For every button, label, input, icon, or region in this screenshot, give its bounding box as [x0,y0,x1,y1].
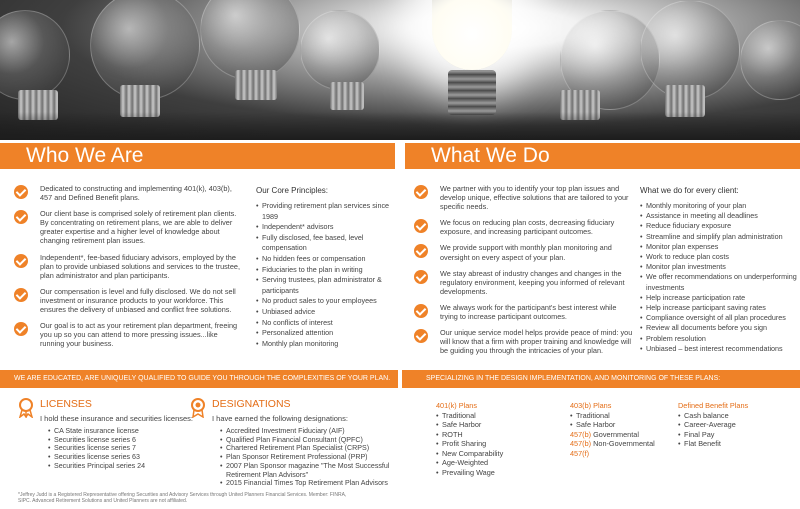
list-item: • No hidden fees or compensation [256,254,396,265]
licenses-intro: I hold these insurance and securities licenses: [40,414,194,423]
lit-bulb-base [448,70,496,115]
list-item: • Serving trustees, plan administrator & participants [256,275,396,296]
list-item: • Monitor plan investments [640,262,800,272]
plans-db-list [678,411,788,449]
designations-heading: DESIGNATIONS [212,398,291,410]
check-icon [14,254,28,268]
list-item: • Age-Weighted [436,458,556,468]
bulb-base [330,82,364,110]
item-text: Our client base is comprised solely of retirement plan clients. By concentrating on retirement plans, we are able to deliver greater expertise and a higher level of knowledge about changing retirement plan issues. [40,209,237,246]
lit-bulb-icon [432,0,512,70]
designations-intro: I have earned the following designations: [212,414,348,423]
licenses-heading: LICENSES [40,398,92,410]
client-services-list [640,201,800,354]
list-item [414,184,634,211]
plans-401k-heading: 401(k) Plans [436,401,477,410]
list-item: • Independent* advisors [256,222,396,233]
plan-code: 457(b) [570,439,592,448]
list-item: • Safe Harbor [570,420,670,430]
item-text: We provide support with monthly plan monitoring and oversight on every aspect of your plan. [440,243,612,262]
list-item: • Streamline and simplify plan administration [640,232,800,242]
list-item [14,287,244,314]
client-services [640,186,800,354]
item-text: Independent*, fee-based fiduciary advisors, employed by the plan to provide unbiased solutions and services to the trustee, plan administrator and plan participants. [40,252,240,280]
list-item: • Securities license series 63 [48,453,198,462]
list-item: • ROTH [436,430,556,440]
list-item: • Securities Principal series 24 [48,462,198,471]
qualification-banner: WE ARE EDUCATED, ARE UNIQUELY QUALIFIED TO GUIDE YOU THROUGH THE COMPLEXITIES OF YOUR PLAN. [0,370,398,388]
who-we-are-list [14,184,244,355]
list-item: • Monthly plan monitoring [256,339,396,350]
client-services-heading: What we do for every client: [640,186,739,195]
plan-457b-governmental [570,430,670,440]
list-item: • Fiduciaries to the plan in writing [256,265,396,276]
list-item: • Help increase participant saving rates [640,303,800,313]
item-text: We always work for the participant's best interest while trying to increase participant outcomes. [440,302,617,322]
list-item: • 2015 Financial Times Top Retirement Plan Advisors [220,479,400,488]
list-item: • 2007 Plan Sponsor magazine "The Most Successful Retirement Plan Advisors" [220,462,400,479]
list-item: • Reduce fiduciary exposure [640,221,800,231]
item-text: We focus on reducing plan costs, decreasing fiduciary exposure, and increasing participant outcomes. [440,218,615,237]
bulb-icon [300,10,380,90]
list-item: • Plan Sponsor Retirement Professional (PRP) [220,453,400,462]
item-text: Our unique service model helps provide peace of mind: you will know that a firm with proper training and knowledge will be guiding you through the intricacies of your plan. [440,328,633,356]
plan-type: Governmental [591,429,639,439]
list-item: • Flat Benefit [678,439,788,449]
item-text: Our compensation is level and fully disclosed. We do not sell investment or insurance products to your workforce. This ensures the delivery of unbiased and conflict free solutions. [40,286,236,315]
plans-401k [436,401,556,477]
list-item: • Compliance oversight of all plan procedures [640,313,800,323]
licenses-list [18,427,198,471]
list-item: • Qualified Plan Financial Consultant (QPFC) [220,436,400,445]
hero-image-lightbulbs [0,0,800,140]
list-item: • Chartered Retirement Plan Specialist (CRPS) [220,444,400,453]
designations-list [190,427,400,488]
disclosure-footnote: *Jeffrey Judd is a Registered Representative offering Securities and Advisory Services through United Planners Financial Services. Member: FINRA, SIPC. Advanced Retirement Solutions and United Planners are not affiliated. [18,492,347,504]
bulb-base [235,70,277,100]
list-item: • Help increase participation rate [640,293,800,303]
list-item: • We offer recommendations on underperforming investments [640,272,800,292]
specializing-banner: SPECIALIZING IN THE DESIGN IMPLEMENTATION, AND MONITORING OF THESE PLANS: [402,370,800,388]
check-icon [414,270,428,284]
list-item: • Safe Harbor [436,420,556,430]
list-item [414,303,634,321]
check-icon [414,329,428,343]
plan-code: 457(b) [570,429,592,439]
core-principles-list [256,201,396,349]
licenses-section [18,398,198,471]
bulb-icon [200,0,300,80]
list-item: • Final Pay [678,430,788,440]
list-item: • Securities license series 6 [48,436,198,445]
list-item: • Traditional [436,411,556,421]
plans-401k-list [436,411,556,478]
list-item: • Monitor plan expenses [640,242,800,252]
bulb-icon [0,10,70,100]
plan-457b-nongovernmental [570,439,670,449]
list-item: • Cash balance [678,411,788,421]
what-we-do-title: What We Do [405,143,800,169]
item-text: Dedicated to constructing and implementing 401(k), 403(b), 457 and Defined Benefit plans. [40,184,232,203]
plans-403b-list [570,411,670,430]
who-we-are-title: Who We Are [0,143,395,169]
list-item [414,218,634,236]
check-icon [414,244,428,258]
core-principles [256,186,396,349]
check-icon [14,185,28,199]
core-principles-heading: Our Core Principles: [256,186,329,195]
list-item: • Unbiased – best interest recommendations [640,344,800,354]
check-icon [14,210,28,224]
designations-section [190,398,400,488]
list-item: • Assistance in meeting all deadlines [640,211,800,221]
plan-type: Non-Governmental [591,439,655,448]
plan-457f: 457(f) [570,448,590,458]
check-icon [414,304,428,318]
list-item: • Personalized attention [256,328,396,339]
list-item: • Career-Average [678,420,788,430]
list-item: • Work to reduce plan costs [640,252,800,262]
check-icon [14,288,28,302]
list-item: • Review all documents before you sign [640,323,800,333]
item-text: Our goal is to act as your retirement plan department, freeing you up so you can attend to more pressing issues...like running your business. [40,321,238,349]
hero-floor [0,112,800,140]
list-item: • CA State insurance license [48,427,198,436]
check-icon [14,322,28,336]
list-item [14,253,244,280]
item-text: We partner with you to identify your top plan issues and develop unique, effective solutions that are tailored to your specific needs. [440,184,629,212]
list-item [14,184,244,202]
list-item [14,209,244,245]
list-item: • No conflicts of interest [256,318,396,329]
list-item: • Unbiased advice [256,307,396,318]
list-item [14,321,244,348]
list-item: • Monthly monitoring of your plan [640,201,800,211]
check-icon [414,185,428,199]
list-item: • Problem resolution [640,334,800,344]
list-item [414,328,634,355]
list-item [414,243,634,261]
plans-403b-heading: 403(b) Plans [570,401,612,410]
list-item: • Traditional [570,411,670,421]
list-item: • Prevailing Wage [436,468,556,478]
list-item: • Securities license series 7 [48,444,198,453]
check-icon [414,219,428,233]
list-item [414,269,634,296]
list-item: • Accredited Investment Fiduciary (AIF) [220,427,400,436]
list-item: • Profit Sharing [436,439,556,449]
plans-403b [570,401,670,458]
bulb-icon [740,20,800,100]
plans-db-heading: Defined Benefit Plans [678,401,749,410]
list-item: • New Comparability [436,449,556,459]
item-text: We stay abreast of industry changes and changes in the regulatory environment, keeping you informed of relevant developments. [440,268,625,296]
plans-defined-benefit [678,401,788,449]
list-item: • No product sales to your employees [256,296,396,307]
what-we-do-list [414,184,634,362]
list-item: • Providing retirement plan services since 1989 [256,201,396,222]
list-item: • Fully disclosed, fee based, level compensation [256,233,396,254]
